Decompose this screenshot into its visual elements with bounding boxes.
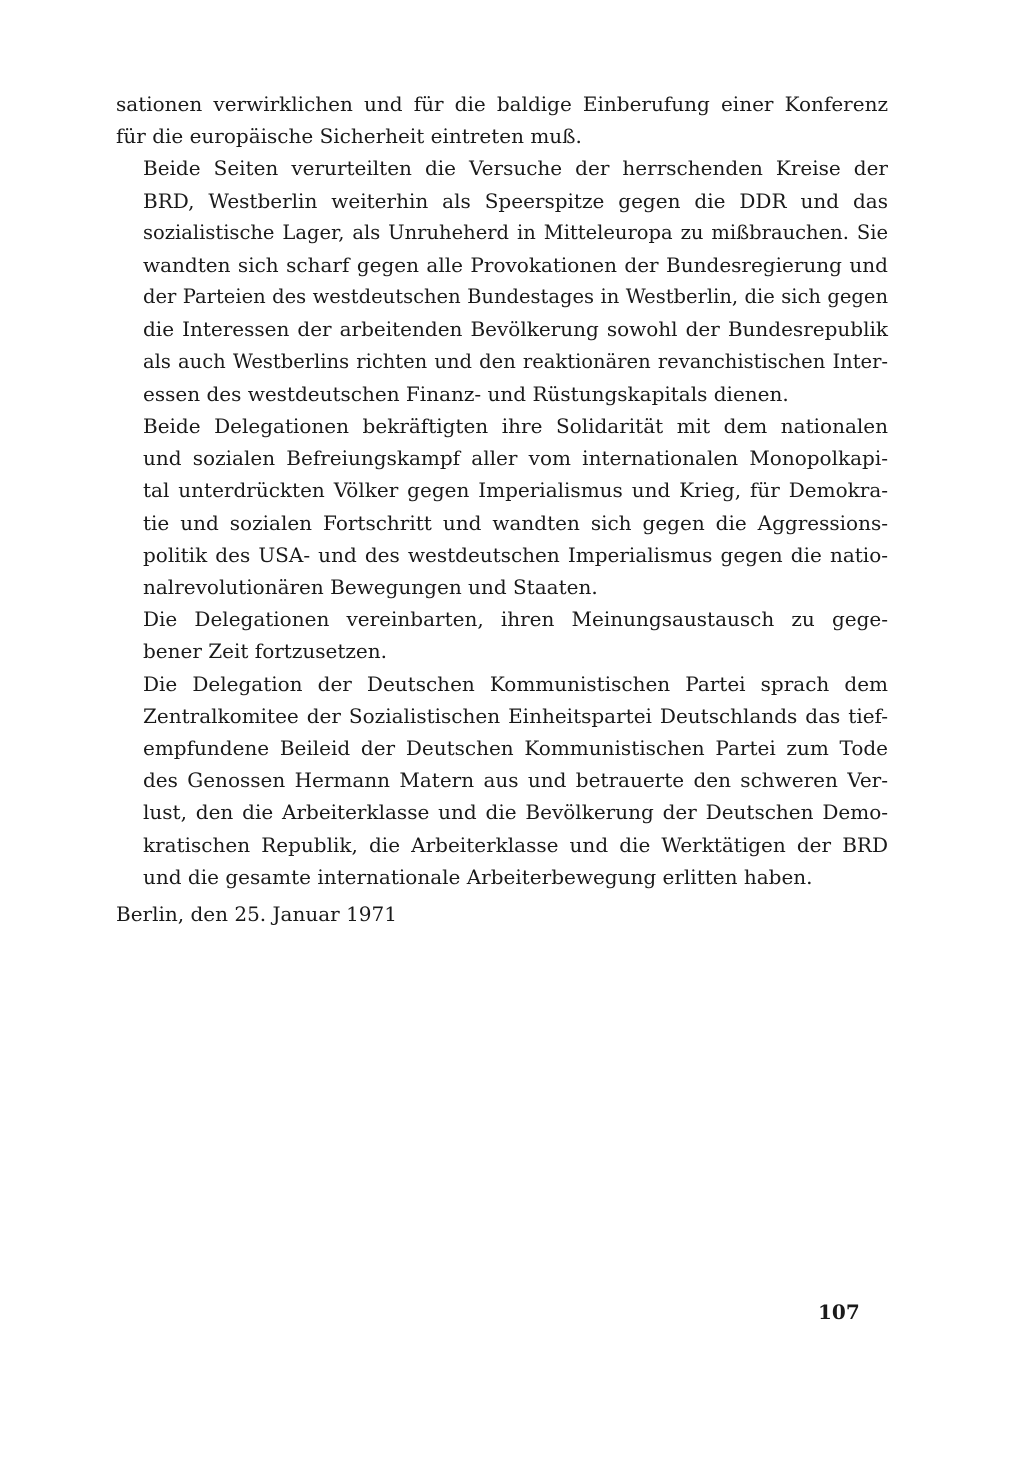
- text-line: tal unterdrückten Völker gegen Imperialismus und Krieg, für Demokra-: [143, 478, 888, 503]
- body-text: [116, 88, 888, 893]
- text-line: Beide Seiten verurteilten die Versuche der herrschenden Kreise der: [143, 156, 888, 181]
- paragraph: [116, 668, 888, 893]
- text-line: Zentralkomitee der Sozialistischen Einheitspartei Deutschlands das tief-: [143, 703, 888, 728]
- text-line: und die gesamte internationale Arbeiterbewegung erlitten haben.: [143, 864, 813, 889]
- text-line: wandten sich scharf gegen alle Provokationen der Bundesregierung und: [143, 253, 888, 278]
- text-line: kratischen Republik, die Arbeiterklasse und die Werktätigen der BRD: [143, 832, 888, 857]
- paragraph: [116, 152, 888, 410]
- text-line: politik des USA- und des westdeutschen Imperialismus gegen die natio-: [143, 542, 888, 567]
- text-line: die Interessen der arbeitenden Bevölkerung sowohl der Bundesrepublik: [143, 317, 888, 342]
- text-line: sozialistische Lager, als Unruheherd in Mitteleuropa zu mißbrauchen. Sie: [143, 220, 888, 244]
- page-number: 107: [818, 1300, 860, 1324]
- text-line: bener Zeit fortzusetzen.: [143, 639, 388, 664]
- text-line: der Parteien des westdeutschen Bundestages in Westberlin, die sich gegen: [143, 285, 888, 309]
- text-line: BRD, Westberlin weiterhin als Speerspitze gegen die DDR und das: [143, 188, 888, 213]
- text-line: Die Delegation der Deutschen Kommunistischen Partei sprach dem: [143, 671, 888, 696]
- text-line: Die Delegationen vereinbarten, ihren Meinungsaustausch zu gege-: [143, 607, 888, 632]
- text-line: lust, den die Arbeiterklasse und die Bevölkerung der Deutschen Demo-: [143, 800, 888, 825]
- text-line: des Genossen Hermann Matern aus und betrauerte den schweren Ver-: [143, 768, 888, 793]
- text-line: als auch Westberlins richten und den reaktionären revanchistischen Inter-: [143, 349, 888, 373]
- text-line: für die europäische Sicherheit eintreten muß.: [116, 124, 582, 149]
- text-line: tie und sozialen Fortschritt und wandten sich gegen die Aggressions-: [143, 510, 888, 535]
- text-line: Beide Delegationen bekräftigten ihre Solidarität mit dem nationalen: [143, 414, 888, 439]
- paragraph: [116, 88, 888, 152]
- text-line: nalrevolutionären Bewegungen und Staaten.: [143, 575, 598, 600]
- paragraph: [116, 603, 888, 667]
- dateline: Berlin, den 25. Januar 1971: [116, 902, 397, 926]
- text-line: sationen verwirklichen und für die baldige Einberufung einer Konferenz: [116, 92, 888, 116]
- paragraph: [116, 410, 888, 603]
- text-line: und sozialen Befreiungskampf aller vom internationalen Monopolkapi-: [143, 446, 888, 471]
- text-line: empfundene Beileid der Deutschen Kommunistischen Partei zum Tode: [143, 736, 888, 761]
- text-line: essen des westdeutschen Finanz- und Rüstungskapitals dienen.: [143, 381, 789, 406]
